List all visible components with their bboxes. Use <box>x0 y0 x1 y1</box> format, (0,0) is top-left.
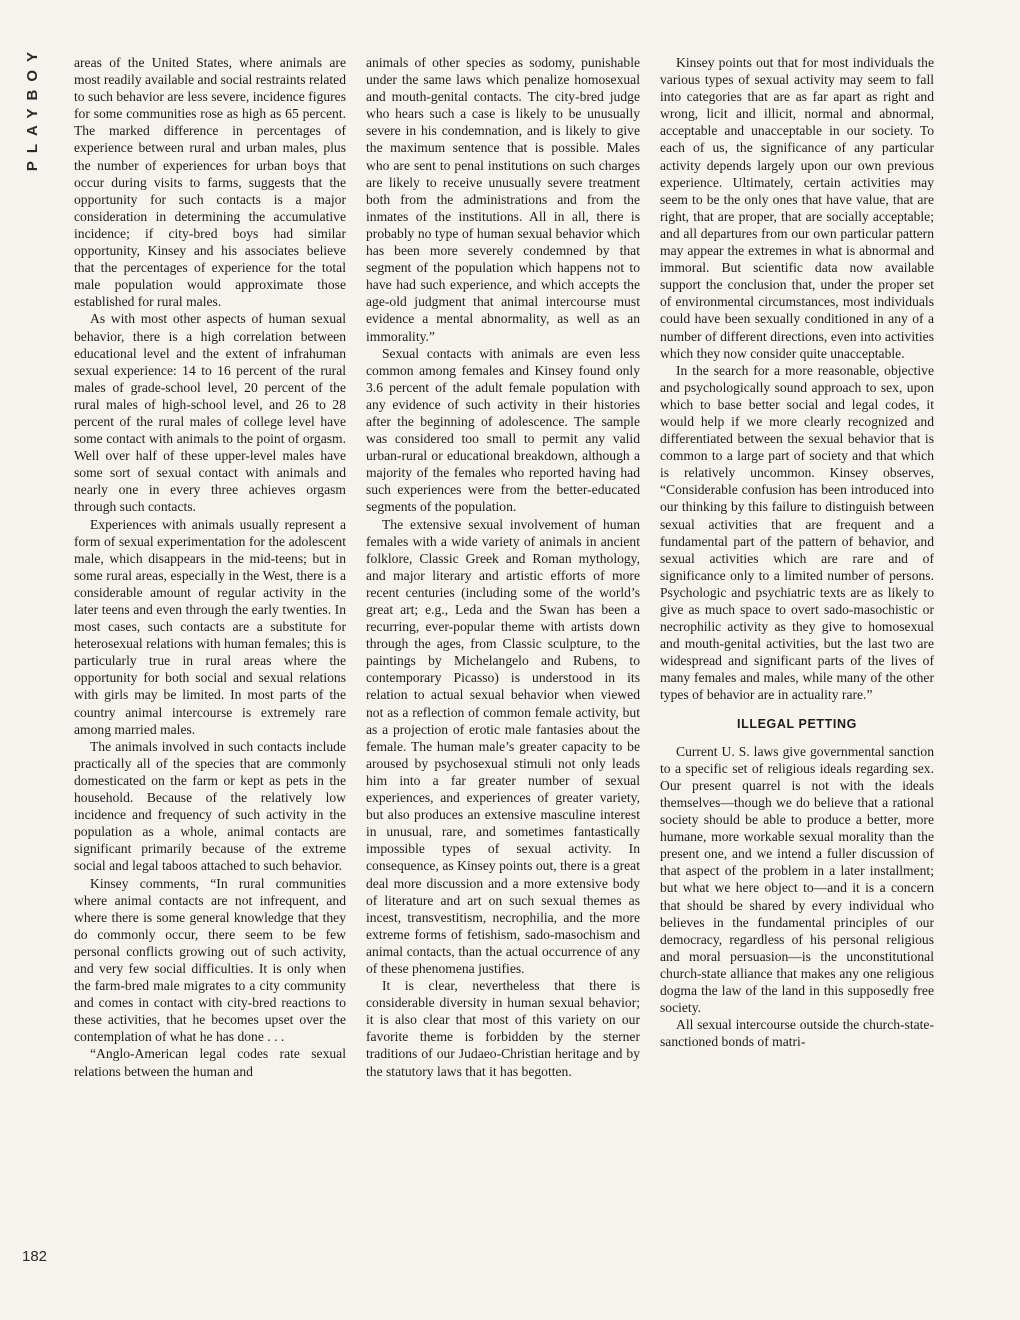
paragraph: Kinsey points out that for most individuals the various types of sexual activity may seem to fall into categories that are as far apart as right and wrong, licit and illicit, normal and abnormal, acceptable and unacceptable in our society. To each of us, the significance of any particular activity depends largely upon our own previous experience. Ultimately, certain activities may seem to be the only ones that have value, that are right, that are proper, that are socially acceptable; and all departures from our own particular pattern may appear the extremes in what is abnormal and immoral. But scientific data now available support the conclusion that, under the proper set of environmental circumstances, most individuals could have been sexually conditioned in any of a number of different directions, even into activities which they now consider quite unacceptable. <box>660 55 934 361</box>
paragraph: In the search for a more reasonable, objective and psychologically sound approach to sex, upon which to base better social and legal codes, it would help if we more clearly recognized and differentiated between the sexual behavior that is common to a large part of society and that which is relatively uncommon. Kinsey observes, “Considerable confusion has been introduced into our thinking by this failure to distinguish between sexual activities that are frequent and a fundamental part of the pattern of behavior, and sexual activities which are rare and of significance only to a limited number of persons. Psychologic and psychiatric texts are as likely to give as much space to overt sado-masochistic or necrophilic activity as they give to homosexual and mouth-genital activities, but the last two are widespread and significant parts of the lives of many females and males, while many of the other types of behavior are in actuality rare.” <box>660 362 934 703</box>
paragraph: It is clear, nevertheless that there is considerable diversity in human sexual behavior; it is also clear that most of this variety on our favorite theme is forbidden by the sterner traditions of our Judaeo-Christian heritage and by the statutory laws that it has begotten. <box>366 978 640 1079</box>
page-number: 182 <box>22 1248 48 1265</box>
paragraph: Experiences with animals usually represent a form of sexual experimentation for the adolescent male, which disappears in the mid-teens; but in some rural areas, especially in the West, there is a considerable amount of regular activity in the later teens and even through the early twenties. In most cases, such contacts are a substitute for heterosexual relations with human females; this is particularly true in rural areas where the opportunity for both social and sexual relations with girls may be limited. In most parts of the country animal intercourse is extremely rare among married males. <box>74 516 346 737</box>
text-column-2 <box>366 54 640 1274</box>
magazine-masthead: PLAYBOY <box>24 44 41 172</box>
paragraph: The animals involved in such contacts include practically all of the species that are commonly domesticated on the farm or kept as pets in the household. Because of the relatively low incidence and frequency of such activity in the population as a whole, animal contacts are significant primarily because of the extreme social and legal taboos attached to such behavior. <box>74 738 346 874</box>
paragraph: areas of the United States, where animals are most readily available and social restraints related to such behavior are less severe, incidence figures for some communities rose as high as 65 percent. The marked difference in percentages of experience between rural and urban males, plus the number of experiences for urban boys that occur during visits to farms, suggests that the opportunity for such contacts is a major consideration in determining the accumulative incidence; if city-bred boys had similar opportunity, Kinsey and his associates believe that the percentages of experience for the total male population would approximate those established for rural males. <box>74 55 346 310</box>
paragraph: Sexual contacts with animals are even less common among females and Kinsey found only 3.6 percent of the adult female population with any evidence of such activity in their histories after the beginning of adolescence. The sample was considered too small to permit any valid urban-rural or educational breakdown, although a majority of the females who reported having had such experiences were from the better-educated segments of the population. <box>366 345 640 515</box>
paragraph: The extensive sexual involvement of human females with a wide variety of animals in ancient folklore, Classic Greek and Roman mythology, and major literary and artistic efforts of more recent centuries (including some of the world’s great art; e.g., Leda and the Swan has been a recurring, ever-popular theme with artists down through the ages, from Classic sculpture, to the paintings by Michelangelo and Rubens, to contemporary Picasso) is understood in its relation to actual sexual behavior when viewed not as a reflection of common female activity, but as a projection of erotic male fantasies about the female. The human male’s greater capacity to be aroused by psychosexual stimuli not only leads him into a far greater number of sexual experiences, and experiences of greater variety, but also produces an extensive masculine interest in unusual, rare, and sometimes fantastically impossible types of sexual activity. In consequence, as Kinsey points out, there is a great deal more discussion and a more extensive body of literature and art on such sexual themes as incest, transvestitism, necrophilia, and the more extreme forms of fetishism, sado-masochism and animal contacts, than the actual occurrence of any of these phenomena justifies. <box>366 516 640 976</box>
paragraph: Current U. S. laws give governmental sanction to a specific set of religious ideals regarding sex. Our present quarrel is not with the ideals themselves—though we do believe that a rational society should be able to produce a better, more humane, more workable sexual morality than the present one, and we intend a fuller discussion of that aspect of the problem in a later installment; but what we here object to—and it is a concern that should be shared by every individual who believes in the fundamental principles of our democracy, regardless of his personal religious and moral persuasion—is the unconstitutional church-state alliance that makes any one religious dogma the law of the land in this supposedly free society. <box>660 743 934 1016</box>
paragraph: animals of other species as sodomy, punishable under the same laws which penalize homosexual and mouth-genital contacts. The city-bred judge who hears such a case is likely to be unusually severe in his condemnation, and is likely to give the maximum sentence that is possible. Males who are sent to penal institutions on such charges are likely to receive unusually severe treatment both from the administrations and from the inmates of the institutions. All in all, there is probably no type of human sexual behavior which has been more severely condemned by that segment of the population which happens not to have had such experience, and which accepts the age-old judgment that animal intercourse must evidence a mental abnormality, as well as an immorality.” <box>366 55 640 344</box>
text-column-1 <box>74 54 346 1274</box>
text-column-3 <box>660 54 934 1274</box>
section-subhead: ILLEGAL PETTING <box>737 716 857 731</box>
paragraph: “Anglo-American legal codes rate sexual relations between the human and <box>74 1046 346 1079</box>
paragraph: All sexual intercourse outside the church-state-sanctioned bonds of matri- <box>660 1017 934 1050</box>
paragraph: Kinsey comments, “In rural communities where animal contacts are not infrequent, and where there is some general knowledge that they do commonly occur, there seem to be few personal conflicts growing out of such activity, and very few social difficulties. It is only when the farm-bred male migrates to a city community and comes in contact with city-bred reactions to these activities, that he becomes upset over the contemplation of what he has done . . . <box>74 875 346 1045</box>
paragraph: As with most other aspects of human sexual behavior, there is a high correlation between educational level and the extent of infrahuman sexual experience: 14 to 16 percent of the rural males of grade-school level, 20 percent of the rural males of high-school level, and 26 to 28 percent of the rural males of college level have some contact with animals to the point of orgasm. Well over half of these upper-level males have some sort of sexual contact with animals and nearly one in every three achieves orgasm through such contacts. <box>74 311 346 515</box>
